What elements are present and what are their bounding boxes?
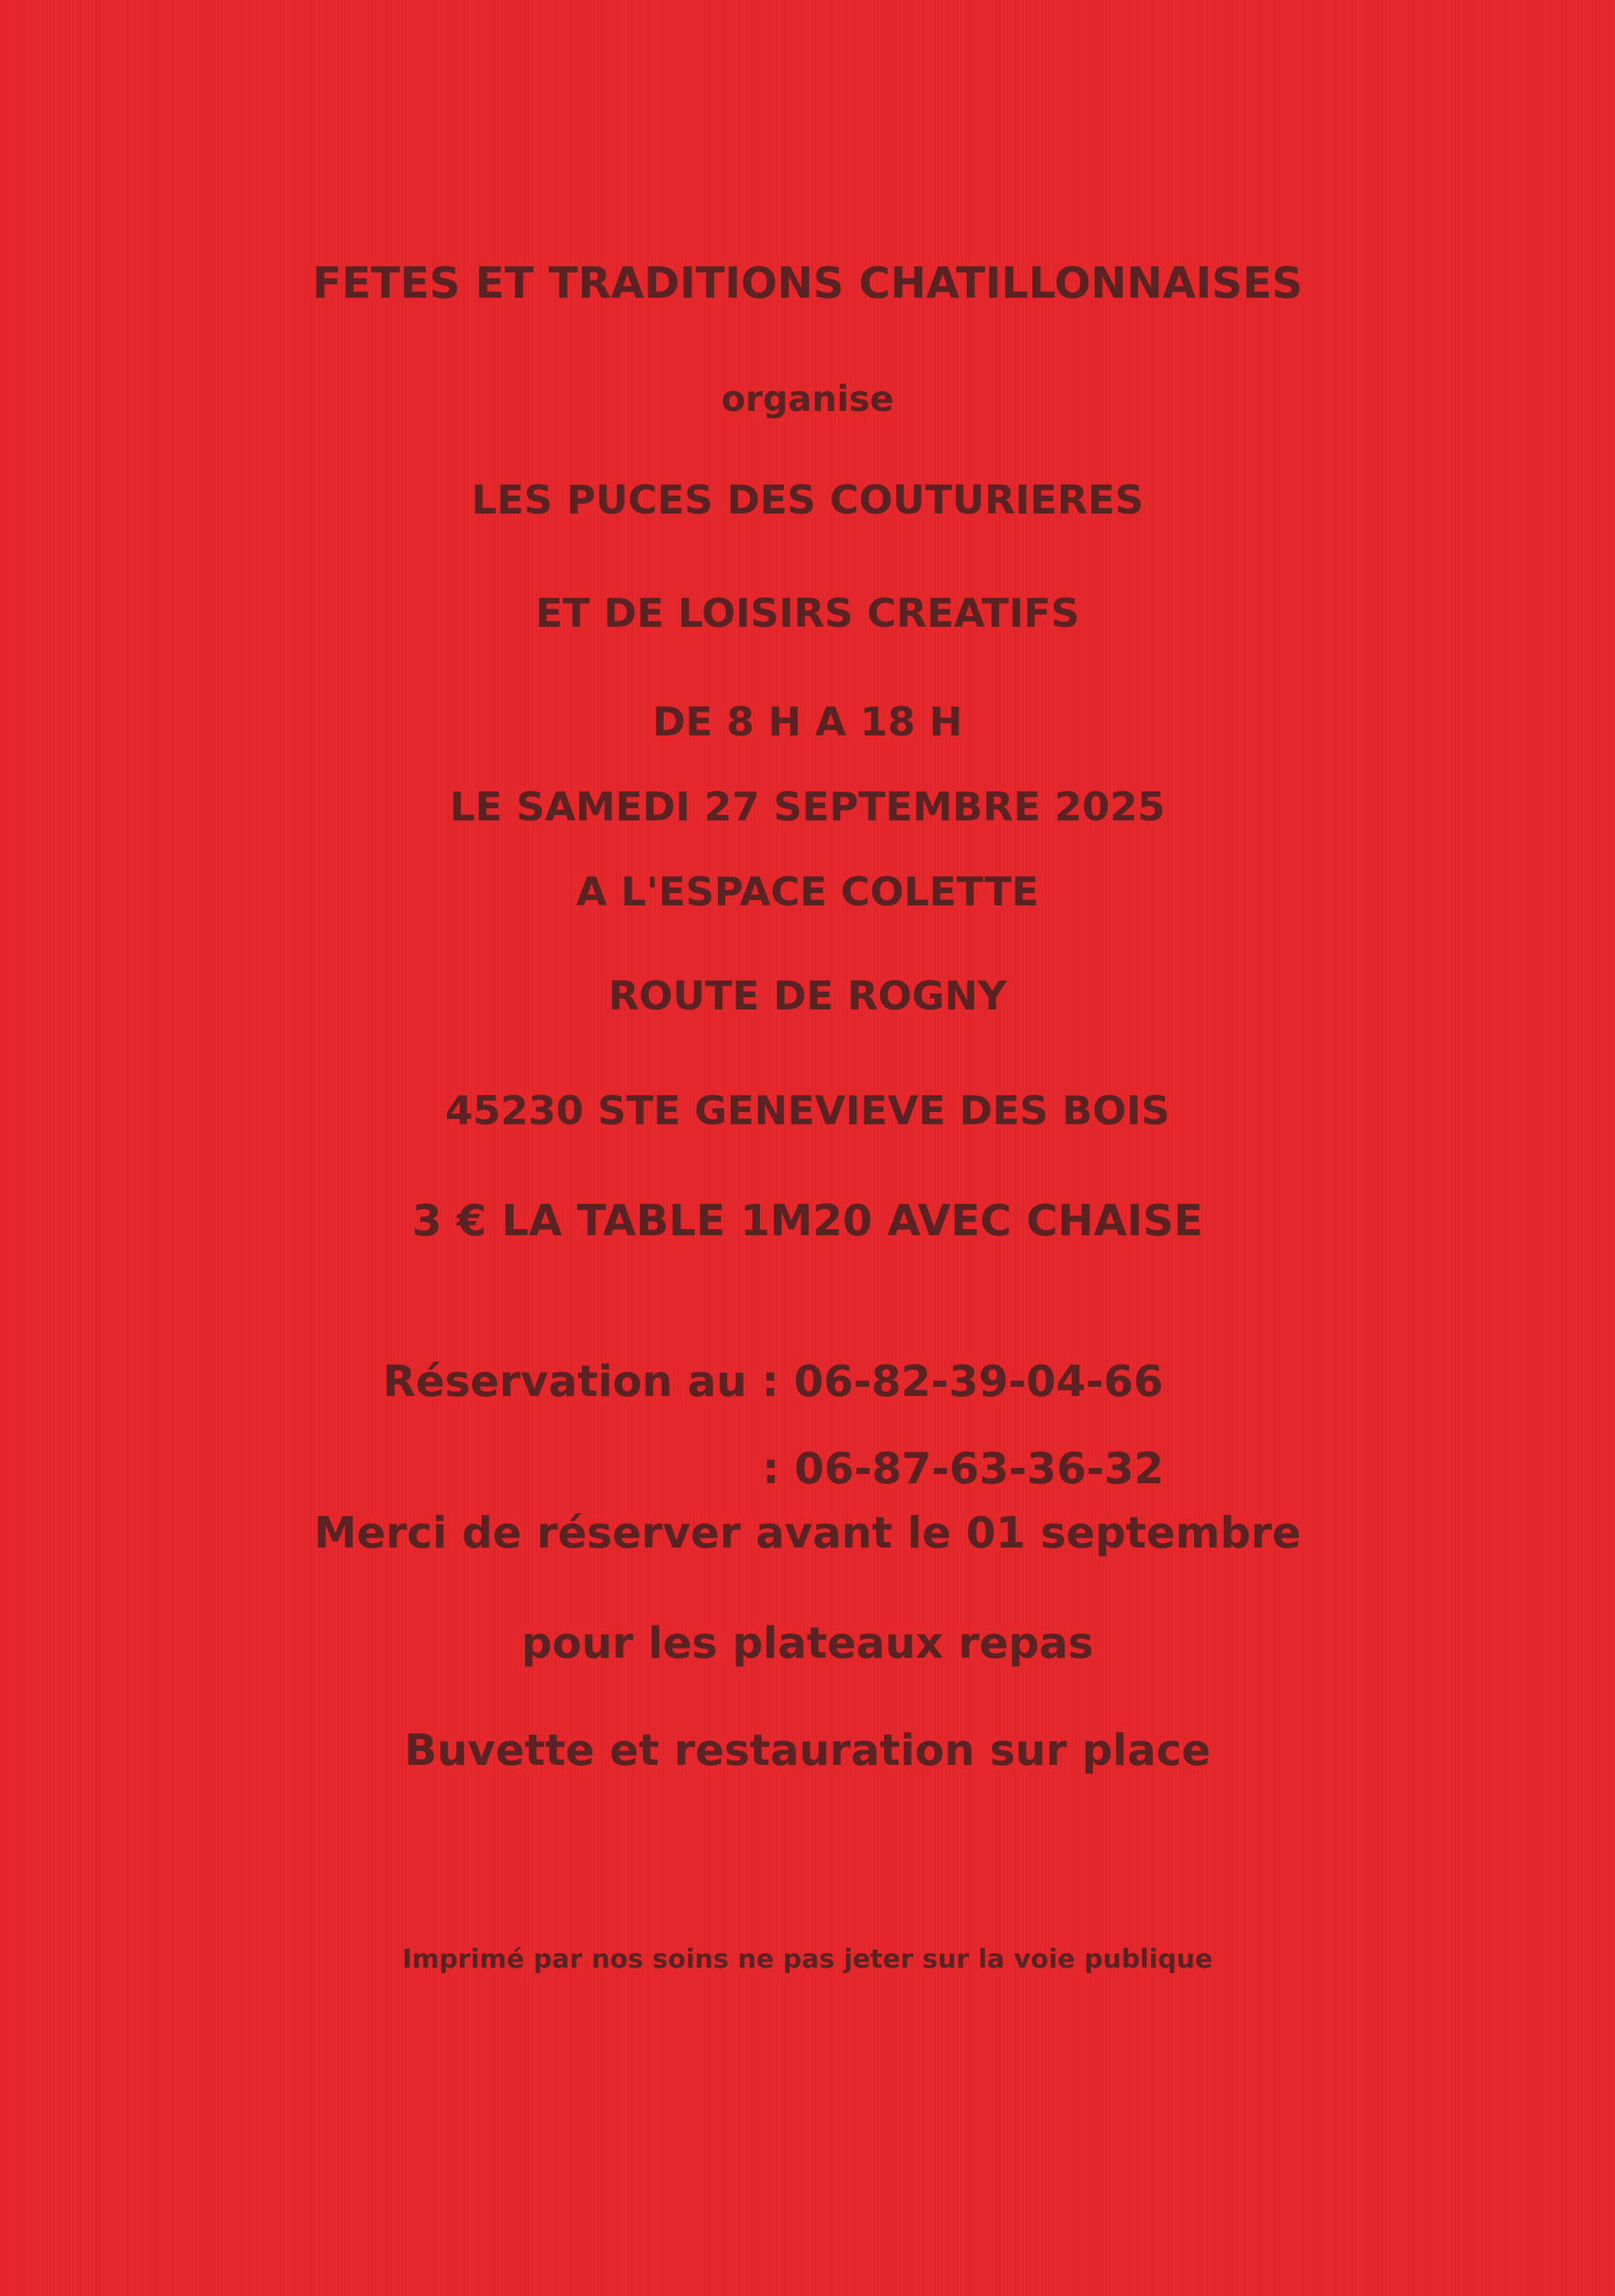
- table-price: 3 € LA TABLE 1M20 AVEC CHAISE: [412, 1196, 1203, 1246]
- organise-text: organise: [721, 378, 894, 419]
- event-title-line2: ET DE LOISIRS CREATIFS: [535, 591, 1080, 637]
- reservation-phone-1: Réservation au : 06-82-39-04-66: [383, 1357, 1163, 1407]
- event-title-line1: LES PUCES DES COUTURIERES: [471, 478, 1144, 523]
- event-date: LE SAMEDI 27 SEPTEMBRE 2025: [449, 784, 1166, 830]
- event-hours: DE 8 H A 18 H: [652, 700, 963, 745]
- venue-street: ROUTE DE ROGNY: [608, 974, 1007, 1019]
- refreshments-note: Buvette et restauration sur place: [404, 1726, 1211, 1776]
- meal-trays-note: pour les plateaux repas: [521, 1619, 1094, 1668]
- event-venue: A L'ESPACE COLETTE: [576, 869, 1039, 915]
- reservation-deadline: Merci de réserver avant le 01 septembre: [314, 1508, 1301, 1558]
- venue-city: 45230 STE GENEVIEVE DES BOIS: [445, 1088, 1170, 1134]
- footer-disclaimer: Imprimé par nos soins ne pas jeter sur la voie publique: [402, 1944, 1213, 1975]
- reservation-phone-2: : 06-87-63-36-32: [762, 1444, 1164, 1494]
- organizer-title: FETES ET TRADITIONS CHATILLONNAISES: [312, 259, 1303, 308]
